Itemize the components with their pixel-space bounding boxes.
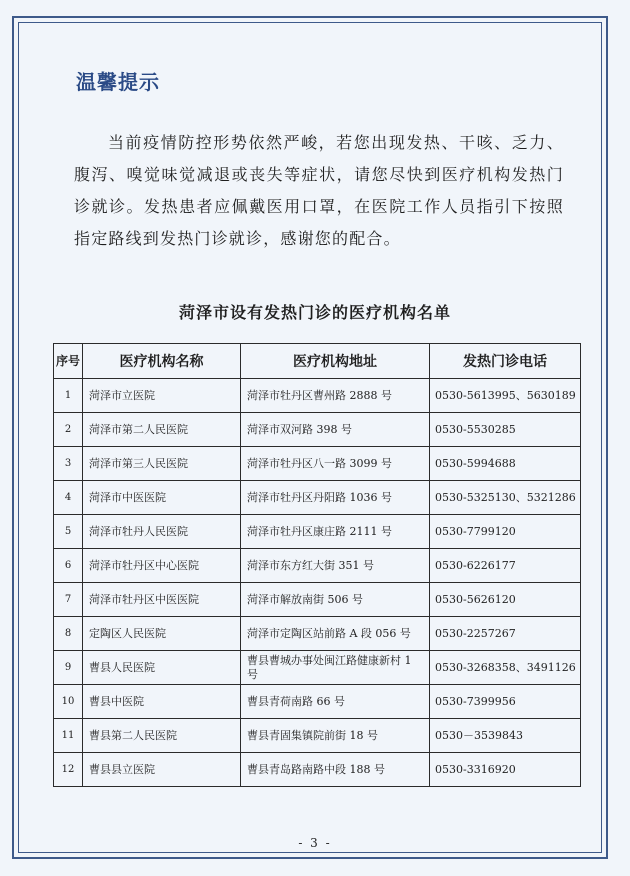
row-number: 9 — [54, 651, 83, 685]
header-institution-address: 医疗机构地址 — [241, 344, 430, 379]
row-number: 5 — [54, 515, 83, 549]
clinic-phone: 0530-3316920 — [430, 753, 581, 787]
institution-name: 菏泽市第三人民医院 — [83, 447, 241, 481]
institution-name: 菏泽市牡丹人民医院 — [83, 515, 241, 549]
table-row — [54, 583, 581, 617]
row-number: 10 — [54, 685, 83, 719]
institution-address: 菏泽市牡丹区康庄路 2111 号 — [241, 515, 430, 549]
institution-address: 曹县青荷南路 66 号 — [241, 685, 430, 719]
row-number: 4 — [54, 481, 83, 515]
institution-address: 菏泽市牡丹区丹阳路 1036 号 — [241, 481, 430, 515]
table-header-row — [54, 344, 581, 379]
clinic-phone: 0530-5530285 — [430, 413, 581, 447]
clinic-phone: 0530-5994688 — [430, 447, 581, 481]
institution-address: 菏泽市双河路 398 号 — [241, 413, 430, 447]
institution-table — [53, 343, 581, 787]
institution-name: 定陶区人民医院 — [83, 617, 241, 651]
institution-name: 曹县第二人民医院 — [83, 719, 241, 753]
table-row — [54, 651, 581, 685]
row-number: 12 — [54, 753, 83, 787]
row-number: 6 — [54, 549, 83, 583]
clinic-phone: 0530-7399956 — [430, 685, 581, 719]
row-number: 8 — [54, 617, 83, 651]
row-number: 1 — [54, 379, 83, 413]
institution-name: 菏泽市立医院 — [83, 379, 241, 413]
table-row — [54, 549, 581, 583]
clinic-phone: 0530-6226177 — [430, 549, 581, 583]
row-number: 2 — [54, 413, 83, 447]
page-number: - 3 - — [298, 836, 332, 850]
clinic-phone: 0530-5325130、5321286 — [430, 481, 581, 515]
clinic-phone: 0530-5626120 — [430, 583, 581, 617]
header-fever-clinic-phone: 发热门诊电话 — [430, 344, 581, 379]
clinic-phone: 0530-7799120 — [430, 515, 581, 549]
row-number: 7 — [54, 583, 83, 617]
institution-name: 曹县人民医院 — [83, 651, 241, 685]
table-title: 菏泽市设有发热门诊的医疗机构名单 — [178, 303, 451, 322]
table-row — [54, 481, 581, 515]
table-row — [54, 617, 581, 651]
institution-name: 菏泽市牡丹区中心医院 — [83, 549, 241, 583]
institution-address: 菏泽市东方红大街 351 号 — [241, 549, 430, 583]
institution-address: 曹县青固集镇院前街 18 号 — [241, 719, 430, 753]
table-row — [54, 753, 581, 787]
table-row — [54, 447, 581, 481]
clinic-phone: 0530－3539843 — [430, 719, 581, 753]
institution-name: 菏泽市第二人民医院 — [83, 413, 241, 447]
notice-heading: 温馨提示 — [76, 70, 160, 94]
notice-paragraph: 当前疫情防控形势依然严峻，若您出现发热、干咳、乏力、腹泻、嗅觉味觉减退或丧失等症状，请您尽快到医疗机构发热门诊就诊。发热患者应佩戴医用口罩，在医院工作人员指引下按照指定路线到发热门诊就诊，感谢您的配合。 — [74, 133, 564, 248]
institution-name: 曹县中医院 — [83, 685, 241, 719]
institution-address: 曹县曹城办事处闽江路健康新村 1 号 — [241, 651, 430, 685]
header-institution-name: 医疗机构名称 — [83, 344, 241, 379]
institution-address: 菏泽市解放南街 506 号 — [241, 583, 430, 617]
institution-name: 曹县县立医院 — [83, 753, 241, 787]
clinic-phone: 0530-5613995、5630189 — [430, 379, 581, 413]
institution-address: 菏泽市牡丹区八一路 3099 号 — [241, 447, 430, 481]
row-number: 11 — [54, 719, 83, 753]
institution-name: 菏泽市中医医院 — [83, 481, 241, 515]
header-number: 序号 — [54, 344, 83, 379]
clinic-phone: 0530-2257267 — [430, 617, 581, 651]
institution-name: 菏泽市牡丹区中医医院 — [83, 583, 241, 617]
row-number: 3 — [54, 447, 83, 481]
table-row — [54, 685, 581, 719]
clinic-phone: 0530-3268358、3491126 — [430, 651, 581, 685]
table-row — [54, 413, 581, 447]
institution-address: 菏泽市牡丹区曹州路 2888 号 — [241, 379, 430, 413]
institution-address: 菏泽市定陶区站前路 A 段 056 号 — [241, 617, 430, 651]
table-row — [54, 719, 581, 753]
table-row — [54, 379, 581, 413]
institution-address: 曹县青岛路南路中段 188 号 — [241, 753, 430, 787]
table-row — [54, 515, 581, 549]
